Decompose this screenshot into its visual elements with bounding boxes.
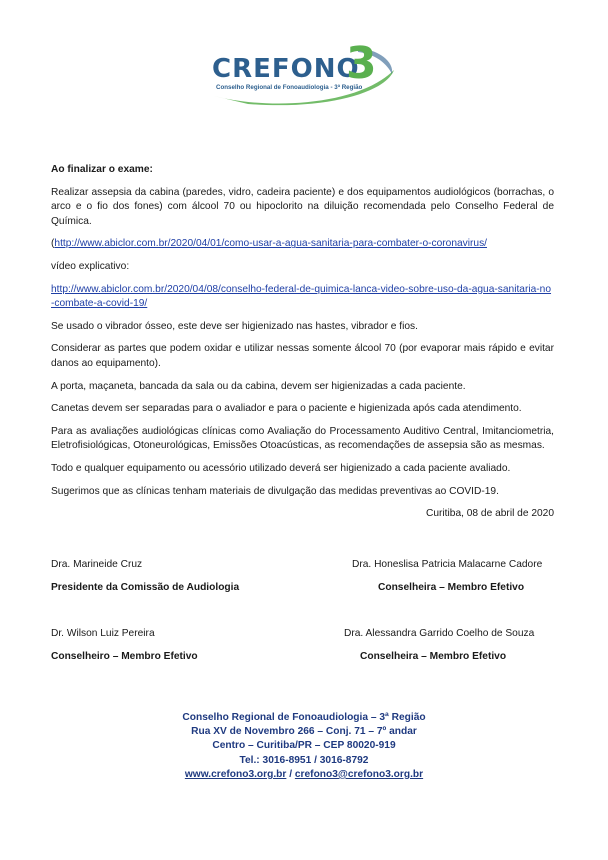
logo-wordmark: CREFONO: [212, 54, 360, 84]
video-label: vídeo explicativo:: [51, 260, 130, 272]
paragraph-porta: A porta, maçaneta, bancada da sala ou da cabina, devem ser higienizadas a cada paciente.: [51, 380, 466, 392]
document-body: [51, 163, 554, 522]
signature-title-3: Conselheiro – Membro Efetivo: [51, 651, 198, 662]
paragraph-oxidar: Considerar as partes que podem oxidar e utilizar nessas somente álcool 70 (por evaporar mais rápido e evitar danos ao equipamento).: [51, 343, 554, 369]
signature-name-2: Dra. Honeslisa Patricia Malacarne Cadore: [352, 559, 543, 570]
signature-name-1: Dra. Marineide Cruz: [51, 559, 143, 570]
link-prefix: (: [51, 238, 55, 250]
document-date: Curitiba, 08 de abril de 2020: [426, 508, 554, 520]
paragraph-assepsia-cabina: Realizar assepsia da cabina (paredes, vidro, cadeira paciente) e dos equipamentos audiológicos (borrachas, o arco e o fio dos fones) com álcool 70 ou hipoclorito na diluição recomendada pelo Conselho Federal de Química.: [51, 186, 554, 227]
signature-name-4: Dra. Alessandra Garrido Coelho de Souza: [344, 628, 535, 639]
footer-contacts: [0, 768, 608, 782]
logo-subtitle: Conselho Regional de Fonoaudiologia - 3ª Região: [216, 84, 363, 91]
paragraph-canetas: Canetas devem ser separadas para o avaliador e para o paciente e higienizada após cada atendimento.: [51, 403, 522, 415]
link-paragraph-2: [51, 283, 554, 312]
paragraph-equipamento: Todo e qualquer equipamento ou acessório utilizado deverá ser higienizado a cada paciente avaliado.: [51, 462, 511, 474]
footer-phone: Tel.: 3016-8951 / 3016-8792: [239, 754, 369, 766]
abiclor-link-agua-sanitaria[interactable]: http://www.abiclor.com.br/2020/04/01/como-usar-a-agua-sanitaria-para-combater-o-coronavirus/: [54, 238, 488, 250]
footer-email-link[interactable]: crefono3@crefono3.org.br: [294, 768, 424, 780]
footer-website-link[interactable]: www.crefono3.org.br: [184, 768, 287, 780]
footer-separator: /: [286, 768, 295, 780]
paragraph-avaliacoes: Para as avaliações audiológicas clínicas como Avaliação do Processamento Auditivo Central, Imitanciometria, Eletrofisiológicas, Otoneurológicas, Emissões Otoacústicas, as recomendações de assepsia são as mesmas.: [51, 425, 554, 452]
logo-number: 3: [346, 38, 377, 89]
footer-address: Rua XV de Novembro 266 – Conj. 71 – 7º andar: [191, 726, 417, 738]
crefono3-logo: [208, 40, 398, 110]
footer-city: Centro – Curitiba/PR – CEP 80020-919: [212, 740, 396, 752]
document-footer: [0, 711, 608, 782]
abiclor-link-video[interactable]: http://www.abiclor.com.br/2020/04/08/conselho-federal-de-quimica-lanca-video-sobre-uso-da-agua-sanitaria-no-combate-a-covid-19/: [51, 283, 552, 310]
link-paragraph-1: [51, 237, 554, 252]
footer-org-name: Conselho Regional de Fonoaudiologia – 3ª Região: [182, 712, 426, 723]
signature-title-1: Presidente da Comissão de Audiologia: [51, 582, 240, 593]
paragraph-covid: Sugerimos que as clínicas tenham materiais de divulgação das medidas preventivas ao COVID-19.: [51, 485, 499, 497]
section-heading: Ao finalizar o exame:: [51, 164, 153, 175]
signature-title-2: Conselheira – Membro Efetivo: [378, 582, 525, 593]
paragraph-vibrador: Se usado o vibrador ósseo, este deve ser higienizado nas hastes, vibrador e fios.: [51, 320, 418, 332]
signature-title-4: Conselheira – Membro Efetivo: [360, 651, 507, 662]
signature-name-3: Dr. Wilson Luiz Pereira: [51, 628, 155, 639]
